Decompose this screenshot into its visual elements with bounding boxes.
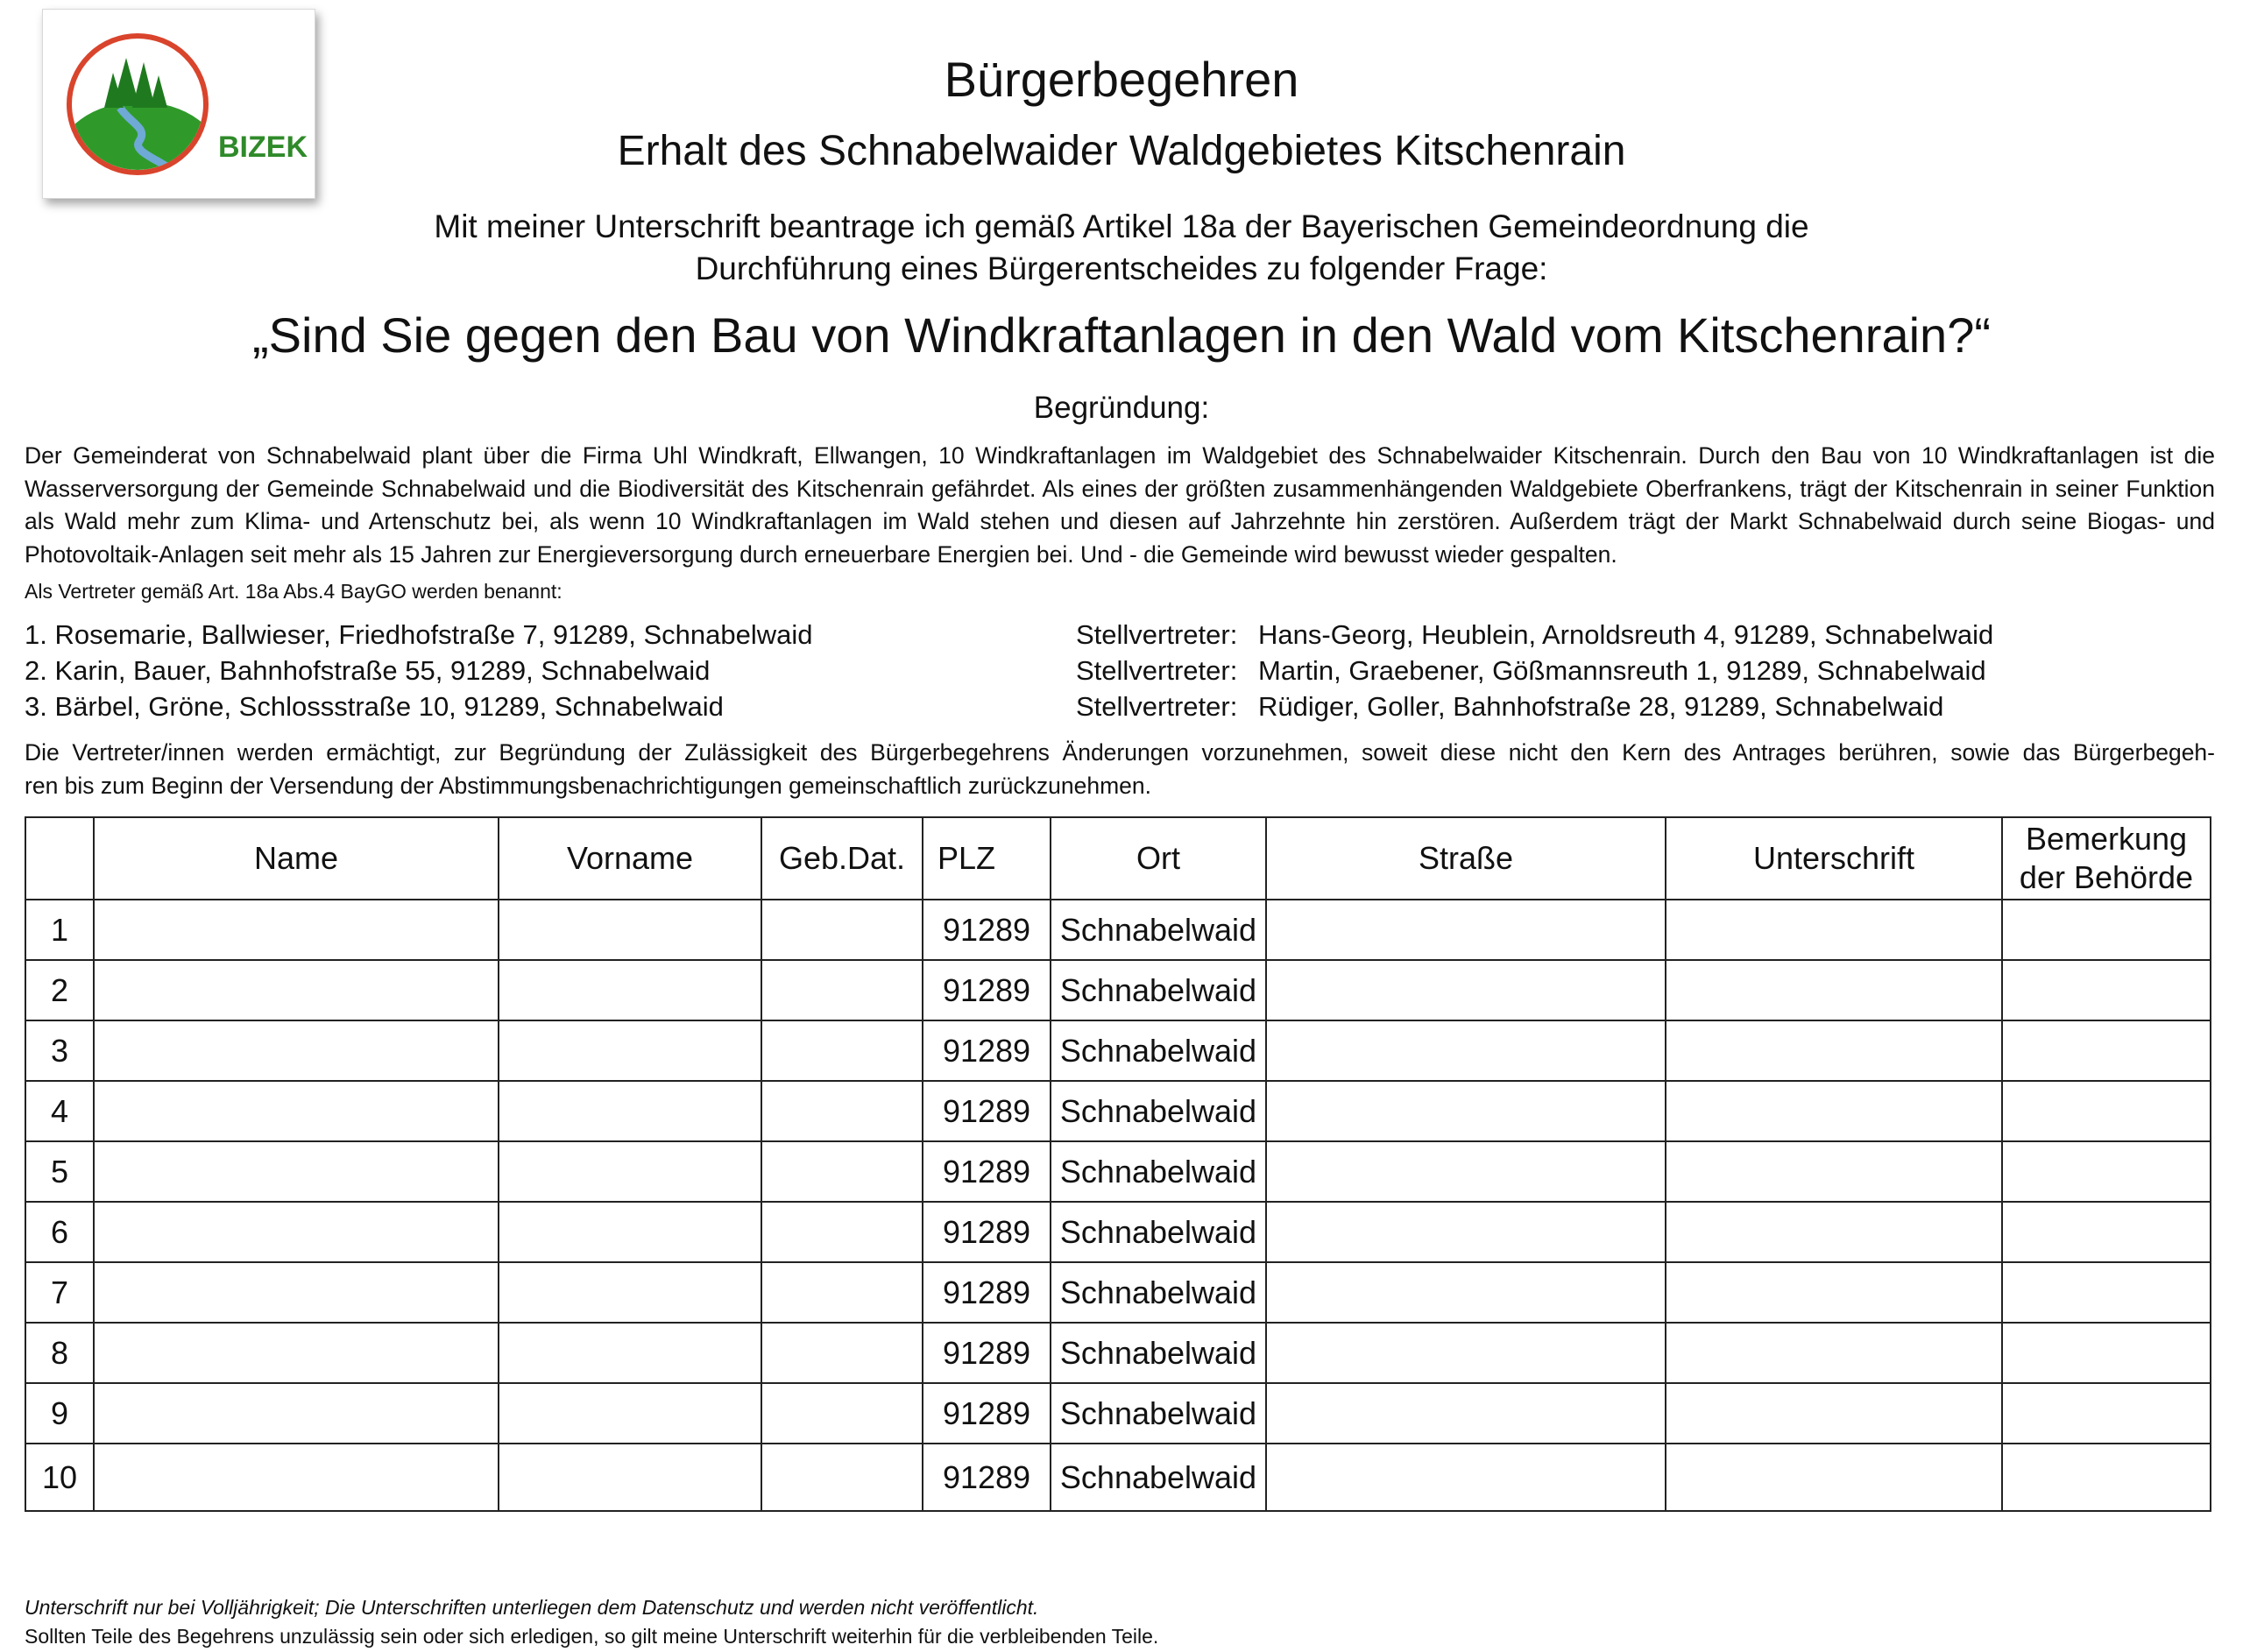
representatives-intro: Als Vertreter gemäß Art. 18a Abs.4 BayGO werden benannt: bbox=[25, 580, 563, 603]
ort-cell: Schnabelwaid bbox=[1051, 1383, 1266, 1444]
signature-field[interactable] bbox=[1666, 1383, 2002, 1444]
bemerkung-field bbox=[2002, 1262, 2211, 1323]
name-field[interactable] bbox=[94, 1141, 499, 1202]
representative-deputy: Rüdiger, Goller, Bahnhofstraße 28, 91289, Schnabelwaid bbox=[1258, 691, 1944, 722]
row-number: 3 bbox=[25, 1020, 94, 1081]
header-ort: Ort bbox=[1051, 817, 1266, 900]
table-row bbox=[25, 1383, 2211, 1444]
ort-cell: Schnabelwaid bbox=[1051, 1081, 1266, 1141]
name-field[interactable] bbox=[94, 1444, 499, 1511]
geb-dat-field[interactable] bbox=[761, 900, 923, 960]
vorname-field[interactable] bbox=[499, 960, 761, 1020]
vorname-field[interactable] bbox=[499, 1202, 761, 1262]
bemerkung-field bbox=[2002, 1383, 2211, 1444]
plz-cell: 91289 bbox=[923, 960, 1051, 1020]
plz-cell: 91289 bbox=[923, 1444, 1051, 1511]
table-row bbox=[25, 900, 2211, 960]
table-header-row bbox=[25, 817, 2211, 900]
vorname-field[interactable] bbox=[499, 1020, 761, 1081]
strasse-field[interactable] bbox=[1266, 1323, 1666, 1383]
table-row bbox=[25, 1323, 2211, 1383]
row-number: 10 bbox=[25, 1444, 94, 1511]
table-row bbox=[25, 1081, 2211, 1141]
header-bemerkung-line-2: der Behörde bbox=[2019, 859, 2194, 895]
geb-dat-field[interactable] bbox=[761, 1020, 923, 1081]
vorname-field[interactable] bbox=[499, 900, 761, 960]
row-number: 1 bbox=[25, 900, 94, 960]
vorname-field[interactable] bbox=[499, 1262, 761, 1323]
ort-cell: Schnabelwaid bbox=[1051, 1020, 1266, 1081]
plz-cell: 91289 bbox=[923, 1202, 1051, 1262]
representative-main: 1. Rosemarie, Ballwieser, Friedhofstraße 7, 91289, Schnabelwaid bbox=[25, 619, 813, 650]
bemerkung-field bbox=[2002, 1020, 2211, 1081]
row-number: 4 bbox=[25, 1081, 94, 1141]
header-strasse: Straße bbox=[1266, 817, 1666, 900]
plz-cell: 91289 bbox=[923, 1383, 1051, 1444]
plz-cell: 91289 bbox=[923, 1081, 1051, 1141]
vorname-field[interactable] bbox=[499, 1081, 761, 1141]
deputy-label: Stellvertreter: bbox=[1076, 655, 1238, 686]
header-num bbox=[25, 817, 94, 900]
deputy-label: Stellvertreter: bbox=[1076, 691, 1238, 722]
name-field[interactable] bbox=[94, 1081, 499, 1141]
representatives-list bbox=[25, 617, 2215, 724]
representative-main: 2. Karin, Bauer, Bahnhofstraße 55, 91289, Schnabelwaid bbox=[25, 655, 711, 686]
question: „Sind Sie gegen den Bau von Windkraftanlagen in den Wald vom Kitschenrain?“ bbox=[252, 307, 1991, 363]
ort-cell: Schnabelwaid bbox=[1051, 900, 1266, 960]
table-row bbox=[25, 960, 2211, 1020]
signature-table bbox=[25, 816, 2211, 1512]
geb-dat-field[interactable] bbox=[761, 1141, 923, 1202]
name-field[interactable] bbox=[94, 900, 499, 960]
vorname-field[interactable] bbox=[499, 1323, 761, 1383]
strasse-field[interactable] bbox=[1266, 960, 1666, 1020]
bemerkung-field bbox=[2002, 960, 2211, 1020]
bemerkung-field bbox=[2002, 1081, 2211, 1141]
table-row bbox=[25, 1020, 2211, 1081]
bemerkung-field bbox=[2002, 1141, 2211, 1202]
row-number: 9 bbox=[25, 1383, 94, 1444]
name-field[interactable] bbox=[94, 1383, 499, 1444]
header-geb-dat: Geb.Dat. bbox=[761, 817, 923, 900]
strasse-field[interactable] bbox=[1266, 1383, 1666, 1444]
table-row bbox=[25, 1262, 2211, 1323]
intro-line-2: Durchführung eines Bürgerentscheides zu folgender Frage: bbox=[695, 251, 1548, 286]
strasse-field[interactable] bbox=[1266, 1444, 1666, 1511]
plz-cell: 91289 bbox=[923, 1020, 1051, 1081]
signature-field[interactable] bbox=[1666, 1202, 2002, 1262]
geb-dat-field[interactable] bbox=[761, 1323, 923, 1383]
plz-cell: 91289 bbox=[923, 900, 1051, 960]
vorname-field[interactable] bbox=[499, 1444, 761, 1511]
geb-dat-field[interactable] bbox=[761, 1202, 923, 1262]
page-title: Bürgerbegehren bbox=[944, 52, 1299, 107]
bemerkung-field bbox=[2002, 1202, 2211, 1262]
intro-line-1: Mit meiner Unterschrift beantrage ich gemäß Artikel 18a der Bayerischen Gemeindeordnung die bbox=[434, 208, 1809, 244]
representative-row bbox=[25, 653, 2215, 688]
plz-cell: 91289 bbox=[923, 1323, 1051, 1383]
bemerkung-field bbox=[2002, 1323, 2211, 1383]
signature-field[interactable] bbox=[1666, 1081, 2002, 1141]
reason-paragraph: Der Gemeinderat von Schnabelwaid plant über die Firma Uhl Windkraft, Ellwangen, 10 Windkraftanlagen im Waldgebiet des Schnabelwaider Kitschenrain. Durch den Bau von 10 Windkraftanlagen ist die Wasserversorgung der Gemeinde Schnabelwaid und die Biodiversität des Kitschenrain gefährdet. Als eines der größten zusammenhängenden Waldgebiete Oberfrankens, trägt der Kitschenrain in seiner Funktion als Wald mehr zum Klima- und Artenschutz bei, als wenn 10 Windkraftanlagen im Wald stehen und diesen auf Jahrzehnte hin zerstören. Außerdem trägt der Markt Schnabelwaid durch seine Biogas- und Photovoltaik-Anlagen seit mehr als 15 Jahren zur Energieversorgung durch erneuerbare Energien bei. Und - die Gemeinde wird bewusst wieder gespalten. bbox=[25, 442, 2215, 568]
signature-field[interactable] bbox=[1666, 900, 2002, 960]
representative-deputy: Martin, Graebener, Gößmannsreuth 1, 91289, Schnabelwaid bbox=[1258, 655, 1986, 686]
reason-heading: Begründung: bbox=[1033, 391, 1210, 425]
signature-field[interactable] bbox=[1666, 1141, 2002, 1202]
strasse-field[interactable] bbox=[1266, 1202, 1666, 1262]
plz-cell: 91289 bbox=[923, 1141, 1051, 1202]
representative-main: 3. Bärbel, Gröne, Schlossstraße 10, 91289, Schnabelwaid bbox=[25, 691, 724, 722]
table-row bbox=[25, 1202, 2211, 1262]
geb-dat-field[interactable] bbox=[761, 1081, 923, 1141]
representative-row bbox=[25, 688, 2215, 724]
authorization-line-1: Die Vertreter/innen werden ermächtigt, zur Begründung der Zulässigkeit des Bürgerbegehrens Änderungen vorzunehmen, soweit diese nicht den Kern des Antrages berühren, sowie das Bürgerbegeh- bbox=[25, 739, 2215, 766]
plz-cell: 91289 bbox=[923, 1262, 1051, 1323]
authorization-paragraph bbox=[25, 736, 2215, 802]
header-bemerkung-line-1: Bemerkung bbox=[2025, 821, 2188, 857]
geb-dat-field[interactable] bbox=[761, 960, 923, 1020]
representative-row bbox=[25, 617, 2215, 653]
footer-note-2: Sollten Teile des Begehrens unzulässig sein oder sich erledigen, so gilt meine Unterschrift weiterhin für die verbleibenden Teile. bbox=[25, 1625, 1159, 1648]
footer-note-1: Unterschrift nur bei Volljährigkeit; Die Unterschriften unterliegen dem Datenschutz und werden nicht veröffentlicht. bbox=[25, 1596, 1039, 1619]
logo-text: BIZEK bbox=[218, 131, 308, 164]
intro-text bbox=[0, 206, 2243, 290]
bemerkung-field bbox=[2002, 1444, 2211, 1511]
deputy-label: Stellvertreter: bbox=[1076, 619, 1238, 650]
geb-dat-field[interactable] bbox=[761, 1262, 923, 1323]
header-unterschrift: Unterschrift bbox=[1666, 817, 2002, 900]
ort-cell: Schnabelwaid bbox=[1051, 1141, 1266, 1202]
signature-field[interactable] bbox=[1666, 1262, 2002, 1323]
name-field[interactable] bbox=[94, 960, 499, 1020]
ort-cell: Schnabelwaid bbox=[1051, 960, 1266, 1020]
signature-field[interactable] bbox=[1666, 960, 2002, 1020]
ort-cell: Schnabelwaid bbox=[1051, 1323, 1266, 1383]
ort-cell: Schnabelwaid bbox=[1051, 1202, 1266, 1262]
geb-dat-field[interactable] bbox=[761, 1383, 923, 1444]
row-number: 8 bbox=[25, 1323, 94, 1383]
signature-field[interactable] bbox=[1666, 1444, 2002, 1511]
signature-field[interactable] bbox=[1666, 1323, 2002, 1383]
name-field[interactable] bbox=[94, 1020, 499, 1081]
bemerkung-field bbox=[2002, 900, 2211, 960]
name-field[interactable] bbox=[94, 1202, 499, 1262]
header-bemerkung bbox=[2002, 817, 2211, 900]
table-row bbox=[25, 1141, 2211, 1202]
header-vorname: Vorname bbox=[499, 817, 761, 900]
name-field[interactable] bbox=[94, 1262, 499, 1323]
geb-dat-field[interactable] bbox=[761, 1444, 923, 1511]
row-number: 2 bbox=[25, 960, 94, 1020]
authorization-line-2: ren bis zum Beginn der Versendung der Abstimmungsbenachrichtigungen gemeinschaftlich zurückzunehmen. bbox=[25, 773, 1152, 799]
strasse-field[interactable] bbox=[1266, 1081, 1666, 1141]
strasse-field[interactable] bbox=[1266, 1262, 1666, 1323]
row-number: 7 bbox=[25, 1262, 94, 1323]
strasse-field[interactable] bbox=[1266, 1141, 1666, 1202]
strasse-field[interactable] bbox=[1266, 1020, 1666, 1081]
representative-deputy: Hans-Georg, Heublein, Arnoldsreuth 4, 91289, Schnabelwaid bbox=[1258, 619, 1994, 650]
strasse-field[interactable] bbox=[1266, 900, 1666, 960]
row-number: 5 bbox=[25, 1141, 94, 1202]
signature-field[interactable] bbox=[1666, 1020, 2002, 1081]
ort-cell: Schnabelwaid bbox=[1051, 1262, 1266, 1323]
ort-cell: Schnabelwaid bbox=[1051, 1444, 1266, 1511]
row-number: 6 bbox=[25, 1202, 94, 1262]
header-plz: PLZ bbox=[923, 817, 1051, 900]
vorname-field[interactable] bbox=[499, 1141, 761, 1202]
table-row bbox=[25, 1444, 2211, 1511]
page-subtitle: Erhalt des Schnabelwaider Waldgebietes Kitschenrain bbox=[617, 128, 1626, 174]
name-field[interactable] bbox=[94, 1323, 499, 1383]
header-name: Name bbox=[94, 817, 499, 900]
vorname-field[interactable] bbox=[499, 1383, 761, 1444]
